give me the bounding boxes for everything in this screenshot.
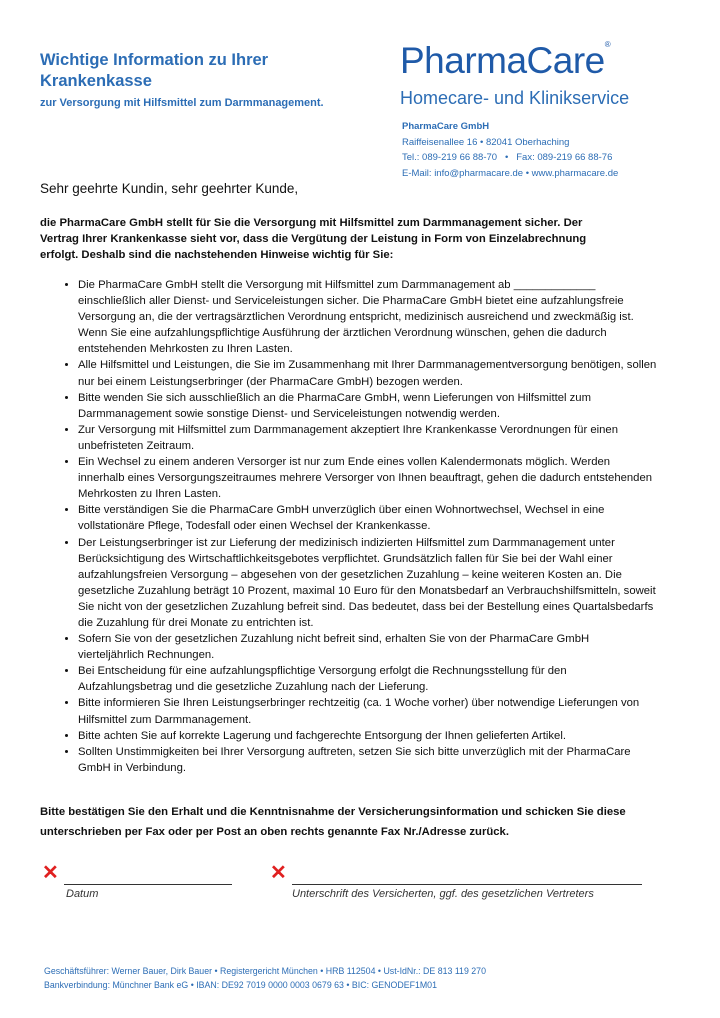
list-item: • Ein Wechsel zu einem anderen Versorger ist nur zum Ende eines vollen Kalendermonats möglich. Werden innerhalb eines Versorgungszeitraumes mehrere Versorger von Ihnen beauftragt, gehen die dadurch entstehenden Mehrkosten zu Ihren Lasten.: [78, 454, 658, 502]
list-item: • Bitte verständigen Sie die PharmaCare GmbH unverzüglich über einen Wohnortwechsel, Wechsel in eine vollstationäre Pflege, Todesfall oder einen Wechsel der Krankenkasse.: [78, 502, 658, 534]
sign-here-icon: ✕: [270, 862, 287, 884]
list-item: • Bitte informieren Sie Ihren Leistungserbringer rechtzeitig (ca. 1 Woche vorher) über notwendige Lieferungen von Hilfsmittel zum Darmmanagement.: [78, 695, 658, 727]
signature-line[interactable]: [292, 884, 642, 885]
date-line[interactable]: [64, 884, 232, 885]
list-item: • Sollten Unstimmigkeiten bei Ihrer Versorgung auftreten, setzen Sie sich bitte unverzüglich mit der PharmaCare GmbH in Verbindung.: [78, 744, 658, 776]
document-title: Wichtige Information zu Ihrer Krankenkasse: [40, 51, 269, 90]
street-address: Raiffeisenallee 16 • 82041 Oberhaching: [402, 136, 570, 148]
signature-label: Unterschrift des Versicherten, ggf. des gesetzlichen Vertreters: [292, 888, 594, 900]
footer-legal: Geschäftsführer: Werner Bauer, Dirk Bauer • Registergericht München • HRB 112504 • Ust-IdNr.: DE 813 119 270: [44, 966, 486, 976]
list-item: • Die PharmaCare GmbH stellt die Versorgung mit Hilfsmittel zum Darmmanagement ab _____________ einschließlich aller Dienst- und Serviceleistungen sicher. Die PharmaCare GmbH bietet eine aufzahlungsfreie Versorgung an, die der vertragsärztlichen Verordnung entspricht, medizinisch ausreichend und zweckmäßig ist. Wenn Sie eine aufzahlungspflichtige Ausführung der ärztlichen Verordnung wünschen, gehen die dadurch entstehenden Mehrkosten zu Ihren Lasten.: [78, 277, 658, 357]
list-item: • Zur Versorgung mit Hilfsmittel zum Darmmanagement akzeptiert Ihre Krankenkasse Verordnungen für einen unbefristeten Zeitraum.: [78, 422, 658, 454]
greeting: Sehr geehrte Kundin, sehr geehrter Kunde,: [40, 181, 299, 196]
list-item: • Bitte achten Sie auf korrekte Lagerung und fachgerechte Entsorgung der Ihnen gelieferten Artikel.: [78, 728, 658, 744]
registered-mark: ®: [604, 40, 611, 49]
list-item: • Alle Hilfsmittel und Leistungen, die Sie im Zusammenhang mit Ihrer Darmmanagementversorgung benötigen, sollen nur bei einem Leistungserbringer (der PharmaCare GmbH) bezogen werden.: [78, 357, 658, 389]
company-name: PharmaCare GmbH: [402, 121, 490, 132]
footer-bank: Bankverbindung: Münchner Bank eG • IBAN: DE92 7019 0000 0003 0679 63 • BIC: GENODEF1M01: [44, 980, 437, 990]
company-address: [402, 119, 618, 181]
list-item: • Der Leistungserbringer ist zur Lieferung der medizinisch indizierten Hilfsmittel zum Darmmanagement unter Berücksichtigung des Wirtschaftlichkeitsgebotes verpflichtet. Grundsätzlich fallen für Sie bei der Wahl einer aufzahlungsfreien Versorgung – abgesehen von der gesetzlichen Zuzahlung – keine weiteren Kosten an. Die gesetzliche Zuzahlung beträgt 10 Prozent, maximal 10 Euro für den Monatsbedarf an Verbrauchshilfsmitteln, soweit Sie nicht von der gesetzlichen Zuzahlung befreit sind. Das bedeutet, dass bei der Bestellung eines Quartalsbedarfs die Zuzahlung für drei Monate zu entrichten ist.: [78, 535, 658, 632]
sign-here-icon: ✕: [42, 862, 59, 884]
closing-paragraph: Bitte bestätigen Sie den Erhalt und die Kenntnisnahme der Versicherungsinformation und schicken Sie diese unterschrieben per Fax oder per Post an oben rechts genannte Fax Nr./Adresse zurück.: [40, 806, 626, 838]
email-web: E-Mail: info@pharmacare.de • www.pharmacare.de: [402, 167, 619, 179]
company-tagline: Homecare- und Klinikservice: [400, 88, 630, 108]
list-item: • Sofern Sie von der gesetzlichen Zuzahlung nicht befreit sind, erhalten Sie von der PharmaCare GmbH vierteljährlich Rechnungen.: [78, 631, 658, 663]
intro-paragraph: die PharmaCare GmbH stellt für Sie die Versorgung mit Hilfsmittel zum Darmmanagement sicher. Der Vertrag Ihrer Krankenkasse sieht vor, dass die Vergütung der Leistung in Form von Einzelabrechnung erfolgt. Deshalb sind die nachstehenden Hinweise wichtig für Sie:: [40, 217, 587, 261]
footer: [44, 964, 486, 992]
phone-fax: Tel.: 089-219 66 88-70 • Fax: 089-219 66 88-76: [402, 152, 613, 163]
date-label: Datum: [66, 888, 99, 900]
company-logo: [400, 40, 610, 82]
list-item: • Bitte wenden Sie sich ausschließlich an die PharmaCare GmbH, wenn Lieferungen von Hilfsmittel zum Darmmanagement sowie sonstige Dienst- und Serviceleistungen notwendig werden.: [78, 390, 658, 422]
document-subtitle: zur Versorgung mit Hilfsmittel zum Darmmanagement.: [40, 97, 324, 109]
list-item: • Bei Entscheidung für eine aufzahlungspflichtige Versorgung erfolgt die Rechnungsstellung für den Aufzahlungsbetrag und die gesetzliche Zuzahlung nach der Lieferung.: [78, 663, 658, 695]
notice-list: [58, 277, 658, 776]
logo-text: PharmaCare: [400, 40, 605, 81]
